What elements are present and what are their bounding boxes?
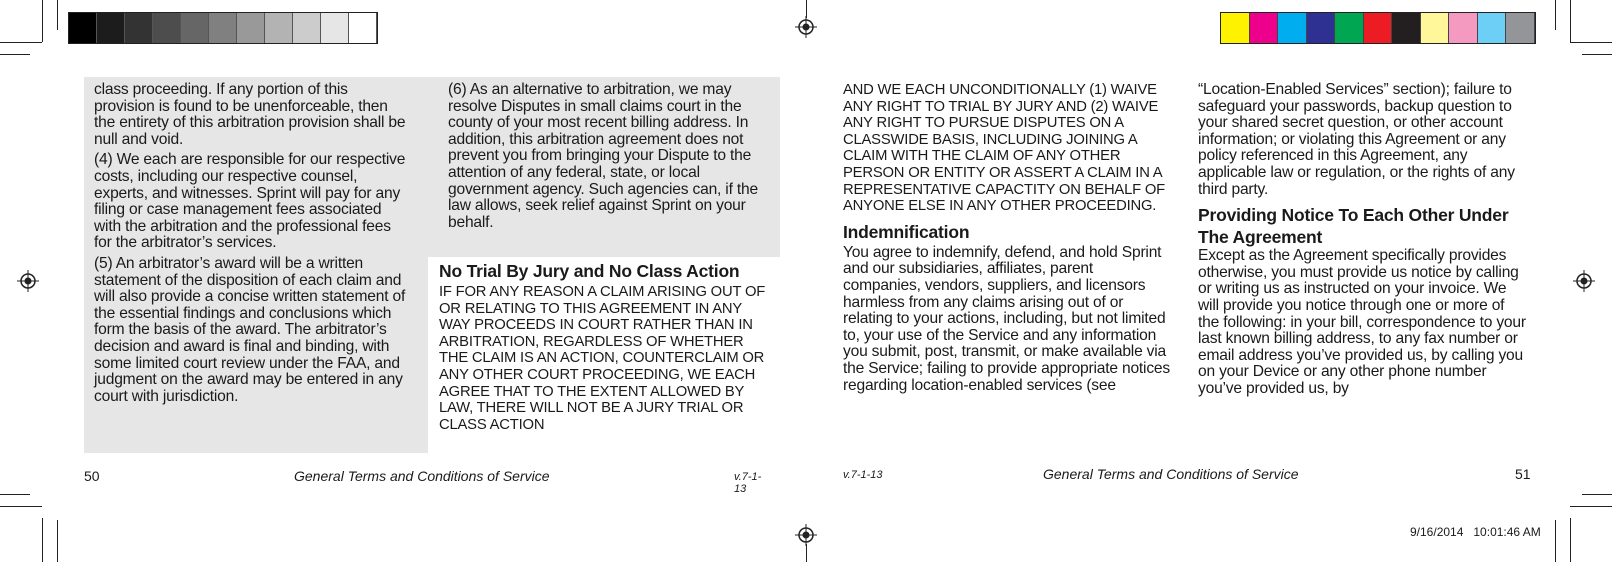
crop-mark <box>1570 518 1571 562</box>
footer-title: General Terms and Conditions of Service <box>1043 466 1299 482</box>
gray-swatch <box>153 13 181 43</box>
crop-mark <box>1582 54 1612 55</box>
page-number: 50 <box>84 468 100 484</box>
crop-mark <box>1582 494 1612 495</box>
color-swatch <box>1506 13 1535 43</box>
print-timestamp: 9/16/2014 10:01:46 AM <box>1410 525 1541 539</box>
crop-mark <box>57 520 58 562</box>
gray-swatch <box>125 13 153 43</box>
footer-title: General Terms and Conditions of Service <box>294 468 550 484</box>
gray-swatch <box>349 13 377 43</box>
gray-swatch <box>293 13 321 43</box>
gray-swatch <box>237 13 265 43</box>
crop-mark <box>0 54 30 55</box>
crop-mark <box>0 506 42 507</box>
crop-mark <box>0 42 42 43</box>
paragraph: AND WE EACH UNCONDITIONALLY (1) WAIVE ANY RIGHT TO TRIAL BY JURY AND (2) WAIVE ANY RIGHT TO PURSUE DISPUTES ON A CLASSWIDE BASIS, INCLUDING JOINING A CLAIM WITH THE CLAIM OF ANY OTHER PERSON OR ENTITY OR ASSERT A CLAIM IN A REPRESENTATIVE CAPACTITY ON BEHALF OF ANYONE ELSE IN ANY OTHER PROCEEDING. <box>843 82 1166 215</box>
color-swatch <box>1250 13 1279 43</box>
paragraph: Except as the Agreement specifically provides otherwise, you must provide us notice by calling or writing us as instructed on your invoice. We will provide you notice through one or more of the following: in your bill, correspondence to your last known billing address, to any fax number or email address you’ve provided us, by calling you on your Device or any other phone number you’ve provided us, by <box>1198 247 1526 397</box>
right-page-column-1 <box>843 82 1173 394</box>
crop-mark <box>1570 0 1571 42</box>
crop-mark <box>1555 520 1556 562</box>
paragraph: You agree to indemnify, defend, and hold Sprint and our subsidiaries, affiliates, parent companies, vendors, suppliers, and licensors harmless from any claims arising out of or relating to your actions, including, but not limited to, your use of the Service and any information you submit, post, transmit, or make available via the Service; failing to provide appropriate notices regarding location-enabled services (see <box>843 243 1170 394</box>
crop-mark <box>57 0 58 30</box>
crop-mark <box>42 0 43 42</box>
color-swatch <box>1307 13 1336 43</box>
crop-mark <box>0 494 30 495</box>
paragraph: (4) We each are responsible for our respective costs, including our respective counsel, experts, and witnesses. Sprint will pay for any filing or case management fees associated with the arbitration and the professional fees for the arbitrator’s services. <box>94 151 406 252</box>
version-label: v.7-1-13 <box>734 471 762 495</box>
gray-swatch <box>69 13 97 43</box>
page-number: 51 <box>1515 466 1531 482</box>
section-heading: Indemnification <box>843 221 970 242</box>
registration-mark-icon <box>1573 270 1595 292</box>
paragraph: class proceeding. If any portion of this provision is found to be unenforceable, then the entirety of this arbitration provision shall be null and void. <box>94 81 406 148</box>
paragraph: IF FOR ANY REASON A CLAIM ARISING OUT OF OR RELATING TO THIS AGREEMENT IN ANY WAY PROCEEDS IN COURT RATHER THAN IN ARBITRATION, REGARDLESS OF WHETHER THE CLAIM IS AN ACTION, COUNTERCLAIM OR ANY OTHER COURT PROCEEDING, WE EACH AGREE THAT TO THE EXTENT ALLOWED BY LAW, THERE WILL NOT BE A JURY TRIAL OR CLASS ACTION <box>439 284 766 433</box>
version-label: v.7-1-13 <box>843 469 883 481</box>
section-heading: Providing Notice To Each Other Under The Agreement <box>1198 205 1509 248</box>
paragraph: (5) An arbitrator’s award will be a written statement of the disposition of each claim and will also provide a concise written statement of the essential findings and conclusions which form the basis of the award. The arbitrator’s decision and award is final and binding, with some limited court review under the FAA, and judgment on the award may be entered in any court with jurisdiction. <box>94 254 406 405</box>
gray-swatch <box>321 13 349 43</box>
gray-swatch <box>97 13 125 43</box>
paragraph: (6) As an alternative to arbitration, we may resolve Disputes in small claims court in the county of your most recent billing address. In addition, this arbitration agreement does not prevent you from bringing your Dispute to the attention of any federal, state, or local government agency. Such agencies can, if the law allows, seek relief against Sprint on your behalf. <box>448 81 758 231</box>
color-swatch <box>1335 13 1364 43</box>
color-swatch <box>1364 13 1393 43</box>
color-swatch <box>1392 13 1421 43</box>
left-page-column-2-lower <box>439 260 767 433</box>
registration-mark-icon <box>795 16 817 38</box>
color-swatch <box>1449 13 1478 43</box>
paragraph: “Location-Enabled Services” section); failure to safeguard your passwords, backup question to your shared secret question, or other account information; or violating this Agreement or any policy referenced in this Agreement, any applicable law or regulation, or the rights of any third party. <box>1198 81 1515 198</box>
color-swatch <box>1421 13 1450 43</box>
color-swatch <box>1278 13 1307 43</box>
left-page-column-1 <box>94 82 412 409</box>
color-swatch <box>1221 13 1250 43</box>
gray-swatch <box>265 13 293 43</box>
crop-mark <box>42 518 43 562</box>
registration-mark-icon <box>795 524 817 546</box>
grayscale-calibration-bar <box>68 12 378 44</box>
center-mark <box>806 544 807 562</box>
crop-mark <box>1570 506 1612 507</box>
gray-swatch <box>209 13 237 43</box>
section-heading: No Trial By Jury and No Class Action <box>439 261 740 281</box>
gray-swatch <box>181 13 209 43</box>
right-page-column-2 <box>1198 82 1528 398</box>
color-swatch <box>1478 13 1507 43</box>
registration-mark-icon <box>17 270 39 292</box>
color-calibration-bar <box>1220 12 1536 44</box>
left-page-column-2 <box>448 82 768 235</box>
crop-mark <box>1570 42 1612 43</box>
crop-mark <box>1555 0 1556 30</box>
